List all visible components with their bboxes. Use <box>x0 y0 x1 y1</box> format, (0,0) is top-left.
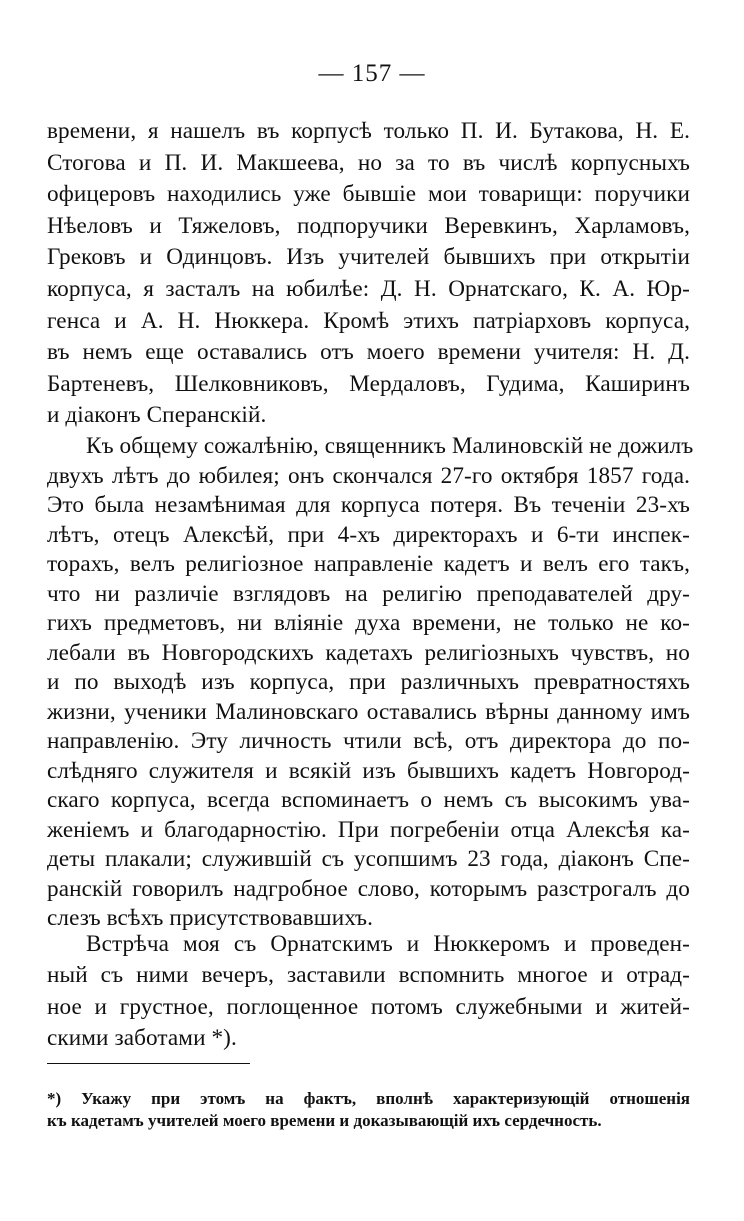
text-line: скими заботами *). <box>47 1025 237 1051</box>
footnote-line: къ кадетамъ учителей моего времени и доказывающій ихъ сердечность. <box>47 1111 602 1130</box>
text-line: направленію. Эту личность чтили всѣ, отъ директора до по- <box>47 728 690 754</box>
page-number: — 157 — <box>318 60 426 87</box>
text-line: двухъ лѣтъ до юбилея; онъ скончался 27-го октября 1857 года. <box>47 463 690 489</box>
text-line: слѣдняго служителя и всякій изъ бывшихъ кадетъ Новгород- <box>47 758 690 784</box>
text-line: и по выходѣ изъ корпуса, при различныхъ превратностяхъ <box>47 669 690 695</box>
text-line: Къ общему сожалѣнію, священникъ Малиновскій не дожилъ <box>86 433 694 459</box>
text-line: торахъ, велъ религіозное направленіе кадетъ и велъ его такъ, <box>47 551 690 577</box>
text-line: женіемъ и благодарностію. При погребеніи отца Алексѣя ка- <box>47 817 690 843</box>
text-line: офицеровъ находились уже бывшіе мои товарищи: поручики <box>47 181 690 207</box>
text-line: лѣтъ, отецъ Алексѣй, при 4-хъ директорахъ и 6-ти инспек- <box>47 522 690 548</box>
text-line: въ немъ еще оставались отъ моего времени учителя: Н. Д. <box>47 339 690 365</box>
text-line: жизни, ученики Малиновскаго оставались вѣрны данному имъ <box>47 699 690 725</box>
text-line: что ни различіе взглядовъ на религію преподавателей дру- <box>47 581 690 607</box>
text-line: Нѣеловъ и Тяжеловъ, подпоручики Веревкинъ, Харламовъ, <box>47 213 690 239</box>
text-line: Бартеневъ, Шелковниковъ, Мердаловъ, Гудима, Каширинъ <box>47 371 690 397</box>
text-line: Это была незамѣнимая для корпуса потеря. Въ теченіи 23-хъ <box>47 492 690 518</box>
text-line: ранскій говорилъ надгробное слово, которымъ разстрогалъ до <box>47 876 690 902</box>
text-line: генса и А. Н. Нюккера. Кромѣ этихъ патріарховъ корпуса, <box>47 308 690 334</box>
text-line: ный съ ними вечеръ, заставили вспомнить многое и отрад- <box>47 962 690 988</box>
footnote-separator <box>47 1063 250 1064</box>
text-line: гихъ предметовъ, ни вліяніе духа времени, не только не ко- <box>47 610 690 636</box>
text-line: Встрѣча моя съ Орнатскимъ и Нюккеромъ и проведен- <box>86 931 690 957</box>
text-line: слезъ всѣхъ присутствовавшихъ. <box>47 905 374 931</box>
text-line: корпуса, я засталъ на юбилѣе: Д. Н. Орнатскаго, К. А. Юр- <box>47 276 690 302</box>
text-line: и діаконъ Сперанскій. <box>47 402 267 428</box>
text-line: ное и грустное, поглощенное потомъ служебными и житей- <box>47 994 690 1020</box>
text-line: лебали въ Новгородскихъ кадетахъ религіозныхъ чувствъ, но <box>47 640 690 666</box>
footnote-line: *) Укажу при этомъ на фактъ, вполнѣ характеризующій отношенія <box>47 1089 690 1108</box>
text-line: деты плакали; служившій съ усопшимъ 23 года, діаконъ Спе- <box>47 846 690 872</box>
text-line: времени, я нашелъ въ корпусѣ только П. И. Бутакова, Н. Е. <box>47 118 690 144</box>
text-line: скаго корпуса, всегда вспоминаетъ о немъ съ высокимъ ува- <box>47 787 690 813</box>
text-line: Стогова и П. И. Макшеева, но за то въ числѣ корпусныхъ <box>47 150 690 176</box>
text-line: Грековъ и Одинцовъ. Изъ учителей бывшихъ при открытіи <box>47 244 690 270</box>
